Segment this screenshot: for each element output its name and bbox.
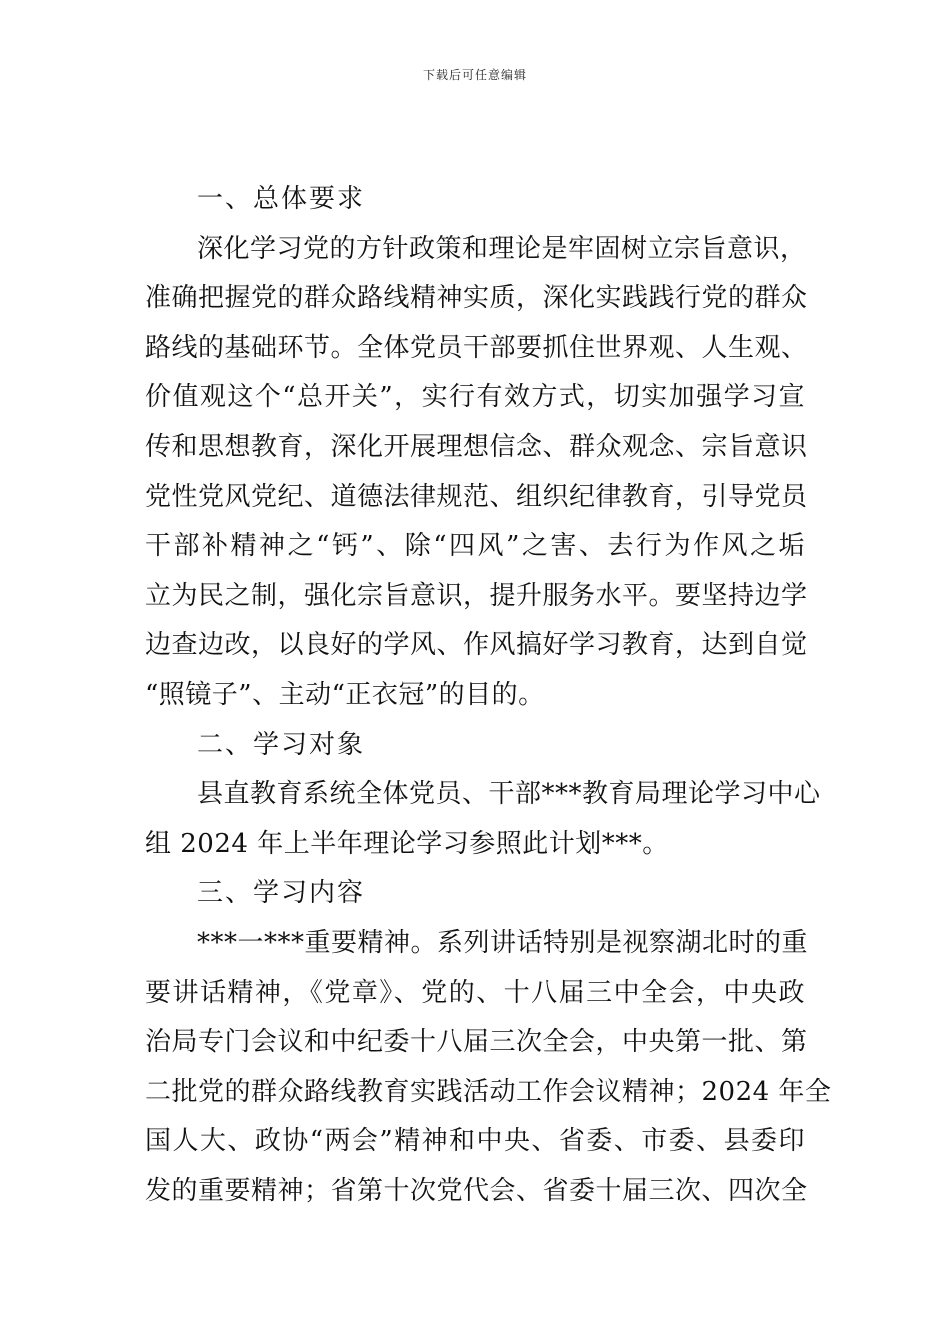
paragraph-line: 治局专门会议和中纪委十八届三次全会，中央第一批、第 — [145, 1027, 808, 1058]
page-header-note: 下载后可任意编辑 — [422, 68, 527, 82]
section-heading-2: 二、学习对象 — [197, 729, 366, 760]
paragraph-line: 传和思想教育，深化开展理想信念、群众观念、宗旨意识 — [145, 431, 808, 462]
paragraph-line: 发的重要精神；省第十次党代会、省委十届三次、四次全 — [145, 1175, 808, 1206]
paragraph-line: 党性党风党纪、道德法律规范、组织纪律教育，引导党员 — [145, 481, 808, 512]
paragraph-line: 准确把握党的群众路线精神实质，深化实践践行党的群众 — [145, 283, 808, 314]
paragraph-line: 价值观这个“总开关”，实行有效方式，切实加强学习宣 — [145, 382, 805, 413]
paragraph-line: 县直教育系统全体党员、干部***教育局理论学习中心 — [197, 779, 821, 810]
paragraph-line: ***一***重要精神。系列讲话特别是视察湖北时的重 — [197, 927, 809, 958]
paragraph-line: 立为民之制，强化宗旨意识，提升服务水平。要坚持边学 — [145, 580, 808, 611]
paragraph-line: 要讲话精神，《党章》、党的、十八届三中全会，中央政 — [145, 977, 805, 1008]
paragraph-line: 干部补精神之“钙”、除“四风”之害、去行为作风之垢 — [145, 531, 805, 562]
section-heading-1: 一、总体要求 — [197, 184, 366, 214]
paragraph-line: 路线的基础环节。全体党员干部要抓住世界观、人生观、 — [145, 332, 808, 363]
paragraph-line: 二批党的群众路线教育实践活动工作会议精神；2024 年全 — [145, 1076, 832, 1107]
paragraph-line: 组 2024 年上半年理论学习参照此计划***。 — [145, 828, 669, 859]
paragraph-line: 边查边改，以良好的学风、作风搞好学习教育，达到自觉 — [145, 630, 808, 661]
paragraph-line: “照镜子”、主动“正衣冠”的目的。 — [145, 679, 545, 710]
paragraph-line: 国人大、政协“两会”精神和中央、省委、市委、县委印 — [145, 1126, 805, 1157]
paragraph-line: 深化学习党的方针政策和理论是牢固树立宗旨意识， — [197, 233, 807, 264]
document-body — [145, 175, 832, 1216]
section-heading-3: 三、学习内容 — [197, 878, 366, 909]
